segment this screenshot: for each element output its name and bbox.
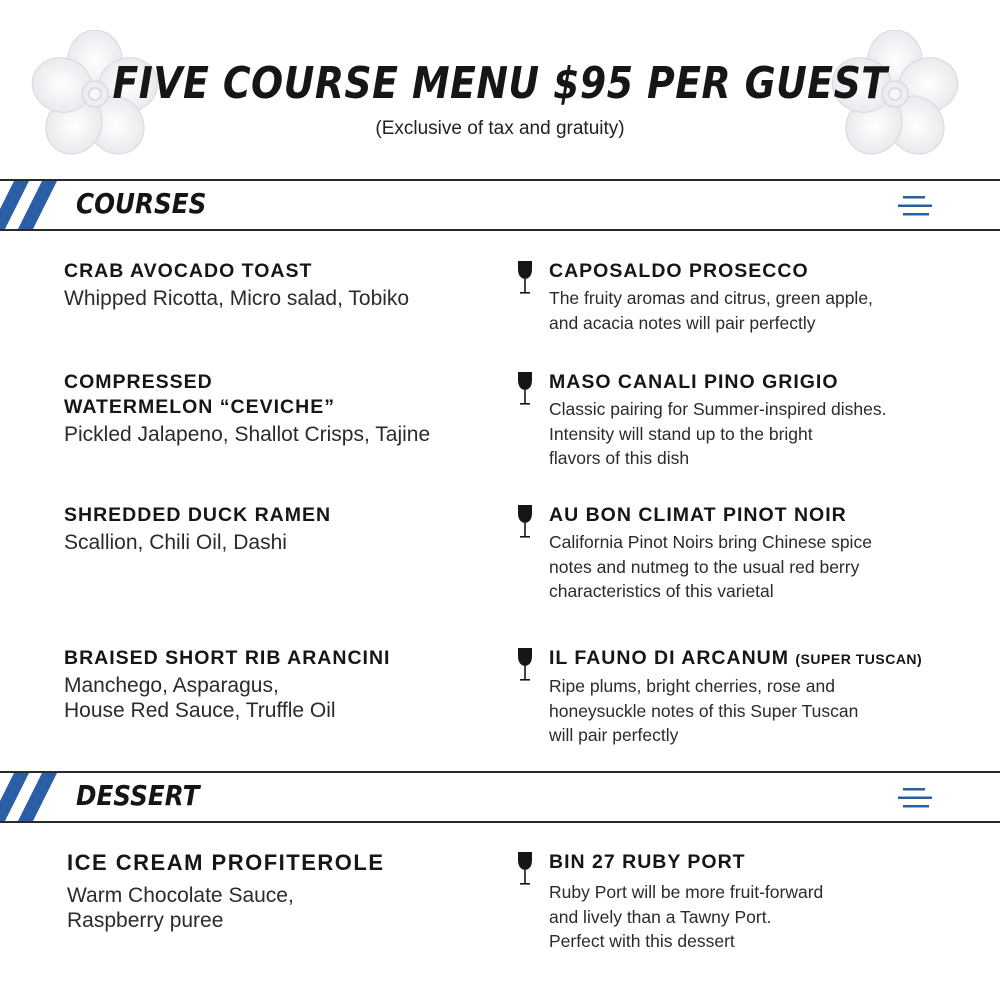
page-title: FIVE COURSE MENU $95 PER GUEST [112,58,888,109]
wine-glass-icon [516,259,534,295]
wine-description: California Pinot Noirs bring Chinese spice notes and nutmeg to the usual red berry characteristics of this varietal [549,532,872,601]
dish-name: COMPRESSED WATERMELON “CEVICHE” [64,371,335,418]
wine-name: MASO CANALI PINO GRIGIO [549,371,839,393]
course-item [64,646,484,723]
wine-description: Classic pairing for Summer-inspired dishes. Intensity will stand up to the bright flavors of this dish [549,399,887,468]
wine-pairing [516,370,976,471]
wine-pairing [516,503,976,604]
wine-glass-icon [516,646,534,682]
wine-name: IL FAUNO DI ARCANUM (SUPER TUSCAN) [549,647,923,669]
wine-name: BIN 27 RUBY PORT [549,851,746,873]
wine-glass-icon [516,370,534,406]
wine-glass-icon [516,503,534,539]
wine-name: AU BON CLIMAT PINOT NOIR [549,504,847,526]
wine-description: Ripe plums, bright cherries, rose and honeysuckle notes of this Super Tuscan will pair perfectly [549,676,859,745]
dish-description: Scallion, Chili Oil, Dashi [64,531,287,554]
menu-lines-icon[interactable] [897,193,933,219]
section-title-courses: COURSES [76,187,207,220]
wine-description: Ruby Port will be more fruit-forward and lively than a Tawny Port. Perfect with this dessert [549,882,824,951]
dish-name: BRAISED SHORT RIB ARANCINI [64,647,391,669]
dish-description: Whipped Ricotta, Micro salad, Tobiko [64,287,410,310]
wine-pairing [516,646,976,748]
stripe-decoration [0,773,70,821]
wine-glass-icon [516,850,534,886]
menu-header [0,0,1000,170]
dish-name: CRAB AVOCADO TOAST [64,260,313,282]
menu-lines-icon[interactable] [897,785,933,811]
course-item [64,259,484,311]
course-item [64,370,484,447]
dish-description: Pickled Jalapeno, Shallot Crisps, Tajine [64,423,431,446]
dish-name: SHREDDED DUCK RAMEN [64,504,332,526]
dessert-item [67,850,487,933]
dish-description: Warm Chocolate Sauce, Raspberry puree [67,884,294,932]
wine-description: The fruity aromas and citrus, green apple, and acacia notes will pair perfectly [549,288,873,333]
wine-name: CAPOSALDO PROSECCO [549,260,809,282]
dessert-section-header [0,771,1000,823]
wine-note: (SUPER TUSCAN) [795,651,923,667]
page-subtitle: (Exclusive of tax and gratuity) [375,118,625,139]
stripe-decoration [0,181,70,229]
dish-name: ICE CREAM PROFITEROLE [67,850,385,875]
course-item [64,503,484,555]
courses-section-header [0,179,1000,231]
wine-pairing [516,259,976,335]
wine-pairing [516,850,976,954]
section-title-dessert: DESSERT [76,779,200,812]
dish-description: Manchego, Asparagus, House Red Sauce, Truffle Oil [64,674,336,722]
